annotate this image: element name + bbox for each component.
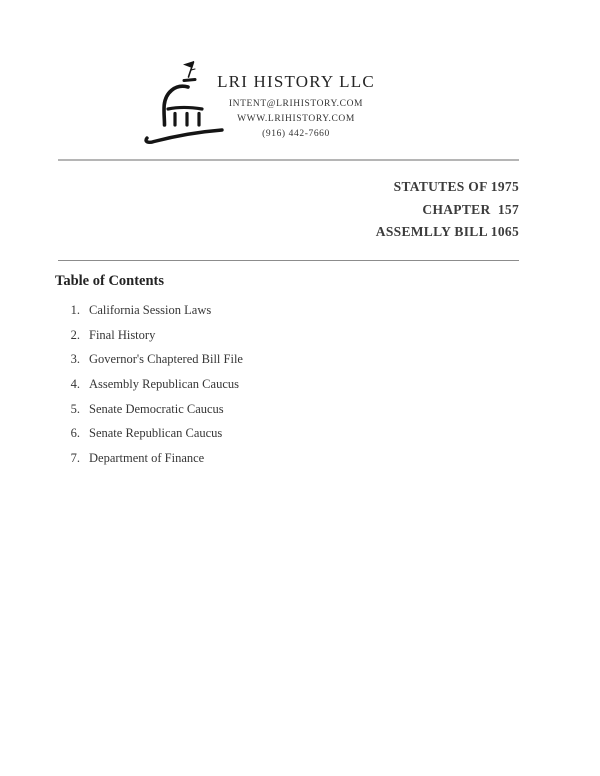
toc-item-number: 2. <box>70 327 80 342</box>
chapter-line: CHAPTER 157 <box>422 201 519 217</box>
toc-item <box>66 352 243 377</box>
statutes-line: STATUTES OF 1975 <box>393 179 519 194</box>
toc-item <box>66 377 243 402</box>
toc-item <box>66 451 243 476</box>
toc-item-label: Governor's Chaptered Bill File <box>89 352 243 367</box>
company-website: WWW.LRIHISTORY.COM <box>237 114 355 124</box>
toc-item-number: 3. <box>70 352 80 367</box>
company-email: INTENT@LRIHISTORY.COM <box>228 99 364 109</box>
toc-item <box>66 328 243 353</box>
toc-item-label: Department of Finance <box>89 451 205 466</box>
bill-line: ASSEMLLY BILL 1065 <box>375 224 519 239</box>
toc-item-label: Final History <box>89 327 156 342</box>
toc-item <box>66 303 243 328</box>
document-reference <box>376 176 519 244</box>
toc-item-number: 6. <box>70 426 80 441</box>
toc-item-label: Senate Republican Caucus <box>89 426 223 441</box>
divider-bottom <box>58 260 519 261</box>
toc-item-number: 1. <box>70 303 80 317</box>
letterhead <box>180 72 412 142</box>
toc-item-label: Assembly Republican Caucus <box>89 377 239 392</box>
company-name: LRI HISTORY LLC <box>217 72 375 91</box>
toc-list <box>66 303 243 476</box>
divider-top <box>58 159 519 161</box>
toc-item-number: 4. <box>70 377 80 392</box>
toc-item <box>66 402 243 427</box>
toc-title: Table of Contents <box>55 273 165 289</box>
toc-item-label: Senate Democratic Caucus <box>89 401 224 416</box>
company-phone: (916) 442-7660 <box>262 129 330 139</box>
toc-item-number: 5. <box>70 401 80 416</box>
toc-item-number: 7. <box>70 451 80 466</box>
toc-item-label: California Session Laws <box>89 303 212 317</box>
toc-item <box>66 426 243 451</box>
